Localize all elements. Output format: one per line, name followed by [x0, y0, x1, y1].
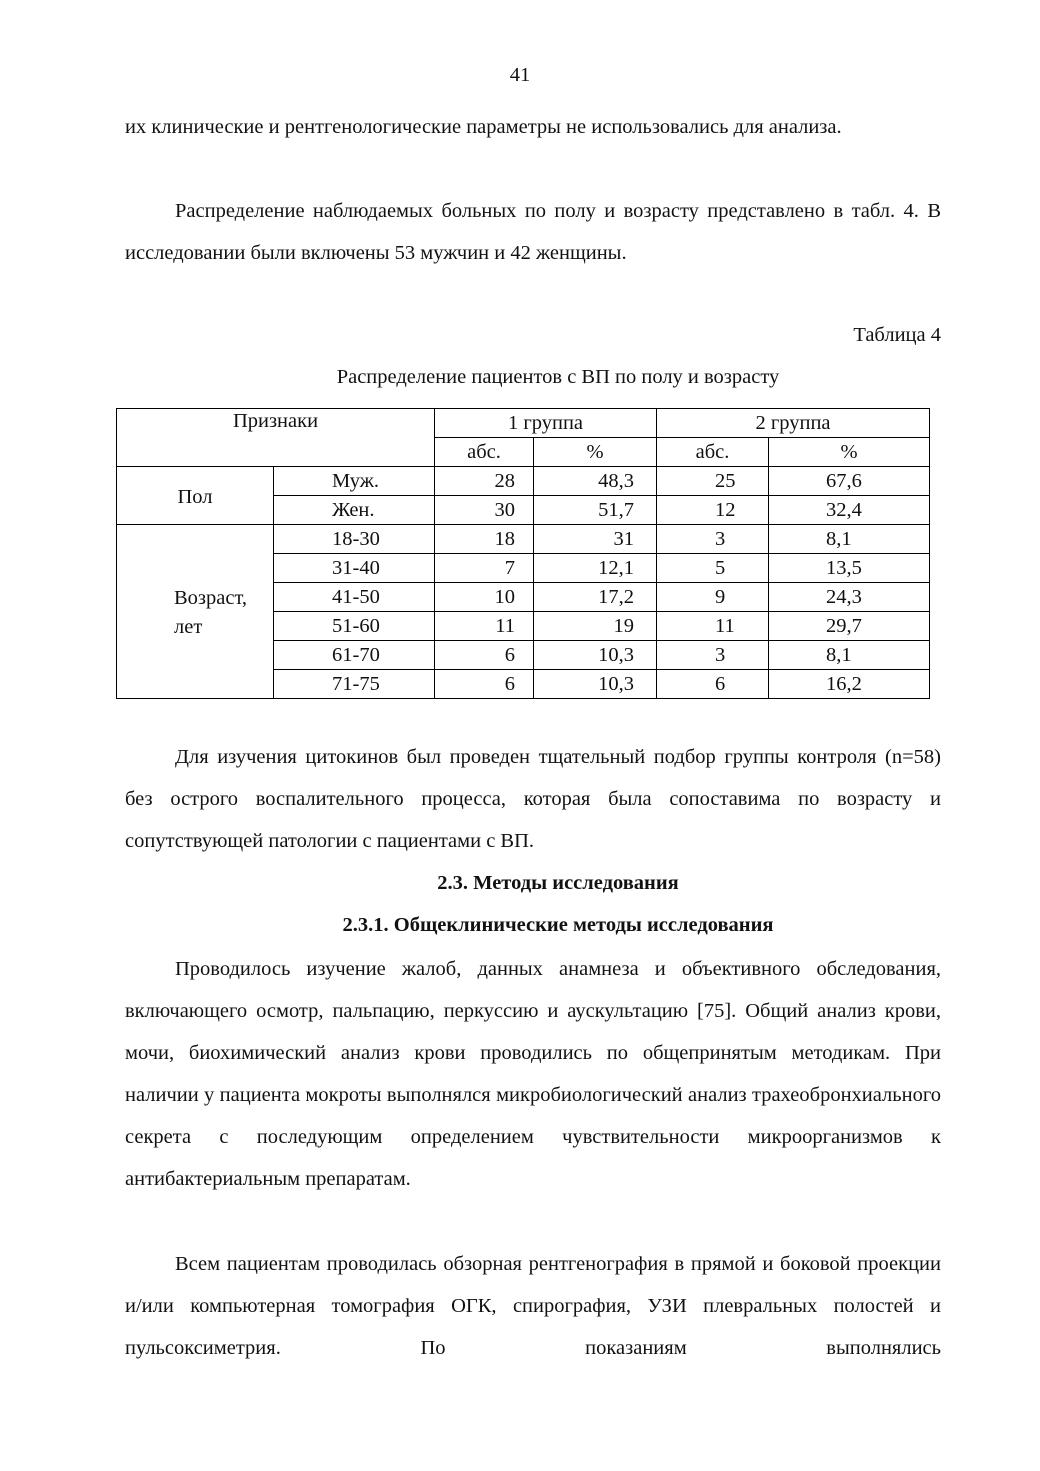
cell-g2-abs: 9	[657, 583, 769, 612]
row-category: Муж.	[274, 467, 435, 496]
age-label	[117, 525, 274, 699]
row-category: 71-75	[274, 670, 435, 699]
cell-g1-pct: 10,3	[534, 670, 657, 699]
subsection-heading: 2.3.1. Общеклинические методы исследования	[342, 914, 774, 936]
cell-g2-pct: 8,1	[769, 525, 930, 554]
header-group1: 1 группа	[435, 409, 657, 438]
cell-g1-pct: 31	[534, 525, 657, 554]
distribution-table	[116, 408, 930, 699]
paragraph-distribution: Распределение наблюдаемых больных по полу и возрасту представлено в табл. 4. В исследовании были включены 53 мужчин и 42 женщины.	[125, 200, 941, 264]
cell-g2-pct: 24,3	[769, 583, 930, 612]
cell-g1-abs: 18	[435, 525, 534, 554]
table-row	[117, 467, 930, 496]
cell-g1-pct: 19	[534, 612, 657, 641]
cell-g1-pct: 48,3	[534, 467, 657, 496]
cell-g1-abs: 30	[435, 496, 534, 525]
paragraph-imaging: Всем пациентам проводилась обзорная рентгенография в прямой и боковой проекции и/или компьютерная томография ОГК, спирография, УЗИ плевральных полостей и пульсоксиметрия. По показаниям выполнялись	[125, 1253, 941, 1359]
cell-g1-pct: 12,1	[534, 554, 657, 583]
table-caption: Распределение пациентов с ВП по полу и возрасту	[336, 366, 780, 388]
cell-g1-abs: 10	[435, 583, 534, 612]
cell-g2-abs: 3	[657, 525, 769, 554]
row-category: 51-60	[274, 612, 435, 641]
paragraph-continuation: их клинические и рентгенологические параметры не использовались для анализа.	[125, 116, 842, 138]
cell-g1-abs: 6	[435, 670, 534, 699]
cell-g2-pct: 29,7	[769, 612, 930, 641]
cell-g1-abs: 28	[435, 467, 534, 496]
cell-g1-pct: 51,7	[534, 496, 657, 525]
cell-g2-pct: 16,2	[769, 670, 930, 699]
table-header-row	[117, 409, 930, 438]
table-label: Таблица 4	[853, 324, 941, 346]
age-label-line1: Возраст,	[174, 586, 248, 609]
row-category: 31-40	[274, 554, 435, 583]
cell-g2-pct: 8,1	[769, 641, 930, 670]
cell-g2-pct: 13,5	[769, 554, 930, 583]
sex-label: Пол	[117, 467, 274, 525]
cell-g2-abs: 12	[657, 496, 769, 525]
cell-g2-abs: 3	[657, 641, 769, 670]
table-row	[117, 525, 930, 554]
row-category: 61-70	[274, 641, 435, 670]
header-g2-abs: абс.	[657, 438, 769, 467]
cell-g1-abs: 6	[435, 641, 534, 670]
cell-g2-pct: 32,4	[769, 496, 930, 525]
header-g1-abs: абс.	[435, 438, 534, 467]
paragraph-clinical-methods: Проводилось изучение жалоб, данных анамнеза и объективного обследования, включающего осмотр, пальпацию, перкуссию и аускультацию [75]. Общий анализ крови, мочи, биохимический анализ крови проводились по общепринятым методикам. При наличии у пациента мокроты выполнялся микробиологический анализ трахеобронхиального секрета с последующим определением чувствительности микроорганизмов к антибактериальным препаратам.	[125, 958, 941, 1190]
cell-g2-abs: 25	[657, 467, 769, 496]
cell-g1-pct: 10,3	[534, 641, 657, 670]
row-category: Жен.	[274, 496, 435, 525]
cell-g2-abs: 6	[657, 670, 769, 699]
cell-g2-pct: 67,6	[769, 467, 930, 496]
cell-g1-abs: 11	[435, 612, 534, 641]
cell-g1-abs: 7	[435, 554, 534, 583]
header-g2-pct: %	[769, 438, 930, 467]
age-label-line2: лет	[174, 615, 203, 638]
page-number: 41	[509, 64, 531, 86]
row-category: 41-50	[274, 583, 435, 612]
paragraph-control-group: Для изучения цитокинов был проведен тщательный подбор группы контроля (n=58) без острого воспалительного процесса, которая была сопоставима по возрасту и сопутствующей патологии с пациентами с ВП.	[125, 746, 941, 852]
cell-g2-abs: 5	[657, 554, 769, 583]
section-heading: 2.3. Методы исследования	[437, 872, 679, 894]
cell-g1-pct: 17,2	[534, 583, 657, 612]
row-category: 18-30	[274, 525, 435, 554]
header-features: Признаки	[117, 409, 435, 467]
cell-g2-abs: 11	[657, 612, 769, 641]
header-group2: 2 группа	[657, 409, 930, 438]
header-g1-pct: %	[534, 438, 657, 467]
